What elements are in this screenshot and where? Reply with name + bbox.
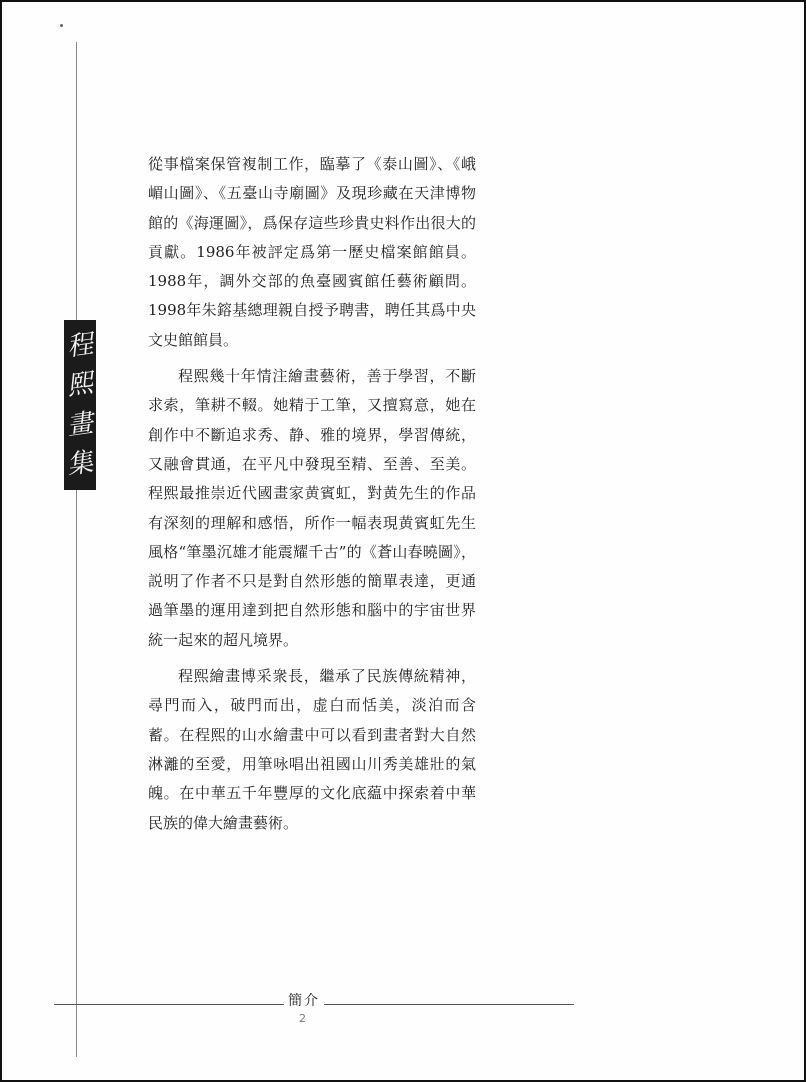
paragraph-1: 從事檔案保管複制工作，臨摹了《泰山圖》、《峨嵋山圖》、《五臺山寺廟圖》及現珍藏在天津博物館的《海運圖》，爲保存這些珍貴史料作出很大的貢獻。1986年被評定爲第一歷史檔案館館員。1988年，調外交部的魚臺國賓館任藝術顧問。1998年朱鎔基總理親自授予聘書，聘任其爲中央文史館館員。	[148, 155, 476, 349]
spine-char: 畫	[65, 408, 95, 442]
binding-rule-line	[76, 42, 77, 1057]
book-title-spine	[64, 320, 96, 490]
body-text	[148, 150, 476, 845]
paragraph-3: 程熙繪畫博采衆長，繼承了民族傳統精神，尋門而入，破門而出，虚白而恬美，淡泊而含蓄。在程熙的山水繪畫中可以看到畫者對大自然淋灕的至愛，用筆咏唱出祖國山川秀美雄壯的氣魄。在中華五千年豐厚的文化底藴中探索着中華民族的偉大繪畫藝術。	[148, 667, 476, 832]
spine-char: 集	[65, 447, 95, 481]
margin-mark	[60, 24, 63, 27]
spine-char: 熙	[65, 368, 95, 402]
paragraph-2: 程熙幾十年情注繪畫藝術，善于學習，不斷求索，筆耕不輟。她精于工筆，又擅寫意，她在創作中不斷追求秀、静、雅的境界，學習傳統，又融會貫通，在平凡中發現至精、至善、至美。程熙最推崇近代國畫家黄賓虹，對黄先生的作品有深刻的理解和感悟，所作一幅表現黄賓虹先生風格“筆墨沉雄才能震耀千古”的《蒼山春曉圖》，説明了作者不只是對自然形態的簡單表達，更通過筆墨的運用達到把自然形態和腦中的宇宙世界統一起來的超凡境界。	[148, 367, 476, 649]
section-title: 簡介	[284, 990, 324, 1010]
page-number: 2	[299, 1012, 306, 1025]
spine-char: 程	[65, 329, 95, 363]
